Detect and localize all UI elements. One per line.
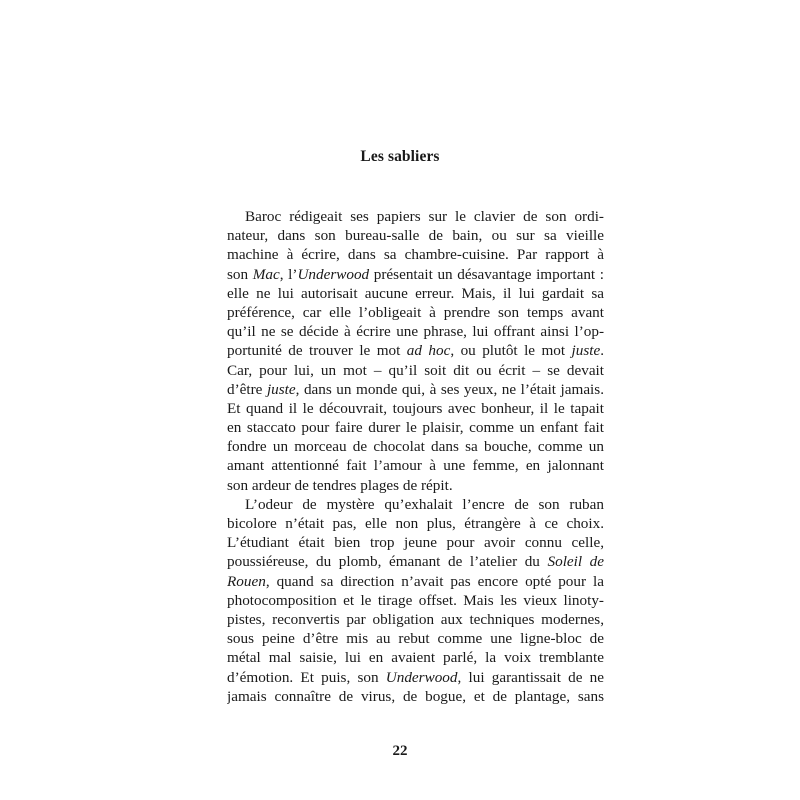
italic-text: Soleil de [547,553,604,571]
text-segment: poussiéreuse, du plomb, émanant de l’atelier du [227,553,548,571]
italic-text: Mac [252,265,280,283]
text-line [227,399,604,418]
text-segment: Et quand il le découvrait, toujours avec bonheur, il le tapait [227,399,604,417]
text-segment: d’être [227,380,267,398]
text-segment: sous peine d’être mis au rebut comme une ligne-bloc de [227,630,604,648]
text-line [227,361,604,380]
text-segment: nateur, dans son bureau-salle de bain, ou sur sa vieille [227,227,604,245]
text-segment: Baroc rédigeait ses papiers sur le clavier de son ordi- [245,208,604,225]
text-line [227,226,604,245]
text-line [227,303,604,322]
text-line [227,687,604,706]
text-segment: qu’il ne se décide à écrire une phrase, lui offrant ainsi l’op- [227,323,604,341]
text-segment: son ardeur de tendres plages de répit. [227,476,453,494]
text-line [227,418,604,437]
text-line [227,514,604,533]
text-segment: machine à écrire, dans sa chambre-cuisine. Par rapport à [227,246,604,264]
text-line [227,572,604,591]
text-segment: , l’ [279,265,298,283]
text-segment: elle ne lui autorisait aucune erreur. Mais, il lui gardait sa [227,284,604,302]
italic-text: juste [266,380,296,398]
text-line [227,533,604,552]
text-segment: son [227,265,253,283]
text-segment: jamais connaître de virus, de bogue, et de plantage, sans [227,687,604,705]
text-segment: pistes, reconvertis par obligation aux techniques modernes, [227,610,604,628]
text-line [227,380,604,399]
body-text [227,207,604,706]
text-segment: . [600,342,604,360]
text-line [227,552,604,571]
text-line [227,591,604,610]
text-segment: portunité de trouver le mot [227,342,407,360]
text-line [227,495,604,514]
text-segment: amant attentionné fait l’amour à une femme, en jalonnant [227,457,604,475]
text-segment: préférence, car elle l’obligeait à prendre son temps avant [227,303,604,321]
text-segment: photocomposition et le tirage offset. Mais les vieux linoty- [227,591,604,609]
text-segment: bicolore n’était pas, elle non plus, étrangère à ce choix. [227,515,604,532]
text-line [227,476,604,495]
text-segment: présentait un désavantage important : [369,265,604,283]
text-line [227,437,604,456]
italic-text: juste [571,342,601,360]
text-line [227,629,604,648]
italic-text: Underwood [297,265,370,283]
text-segment: , dans un monde qui, à ses yeux, ne l’était jamais. [295,380,604,398]
text-segment: en staccato pour faire durer le plaisir, comme un enfant fait [227,419,604,437]
italic-text: Rouen [227,572,266,590]
text-segment: , ou plutôt le mot [450,342,572,360]
text-line [227,284,604,303]
text-segment: , lui garantissait de ne [457,668,604,686]
text-line [227,456,604,475]
text-line [227,610,604,629]
italic-text: ad hoc [406,342,451,360]
text-line [227,265,604,284]
text-segment: métal mal saisie, lui en avaient parlé, la voix tremblante [227,649,604,667]
text-line [227,245,604,264]
text-line [227,207,604,226]
text-line [227,322,604,341]
text-segment: fondre un morceau de chocolat dans sa bouche, comme un [227,438,604,456]
italic-text: Underwood [385,668,458,686]
text-line [227,668,604,687]
text-segment: d’émotion. Et puis, son [227,668,386,686]
text-line [227,648,604,667]
text-segment: L’étudiant était bien trop jeune pour avoir connu celle, [227,534,604,552]
text-segment: Car, pour lui, un mot – qu’il soit dit ou écrit – se devait [227,361,604,379]
chapter-title: Les sabliers [360,148,440,165]
text-line [227,341,604,360]
page-number: 22 [392,743,408,759]
text-segment: L’odeur de mystère qu’exhalait l’encre de son ruban [245,495,604,513]
text-segment: , quand sa direction n’avait pas encore opté pour la [265,572,604,590]
